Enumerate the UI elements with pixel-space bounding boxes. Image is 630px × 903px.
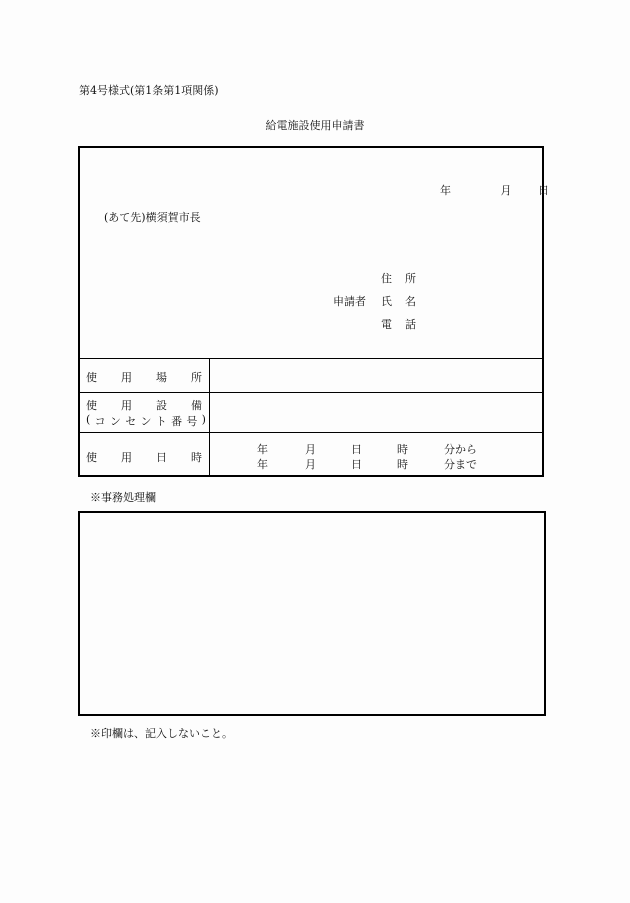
- label-char: 用: [121, 371, 132, 384]
- name-char: 名: [405, 295, 416, 308]
- divider: [78, 392, 544, 393]
- time-hour-label: 時: [397, 443, 408, 456]
- label-char: 所: [191, 371, 202, 384]
- row-label-place: [86, 369, 202, 385]
- label-char: コ: [94, 415, 106, 428]
- label-char: 用: [121, 451, 132, 464]
- place-field[interactable]: [211, 360, 543, 391]
- label-char: (: [86, 413, 91, 426]
- label-char: 使: [86, 451, 97, 464]
- label-char: 使: [86, 399, 97, 412]
- office-use-box: [78, 511, 546, 716]
- note: ※印欄は、記入しないこと。: [90, 727, 233, 740]
- label-char: 号: [186, 415, 198, 428]
- address-char: 所: [405, 272, 416, 285]
- time-to-row: [257, 456, 477, 472]
- date-day-label: 日: [538, 184, 549, 197]
- time-year-label: 年: [257, 443, 268, 456]
- time-hour-label: 時: [397, 458, 408, 471]
- label-char: 設: [156, 399, 167, 412]
- label-char: 時: [191, 451, 202, 464]
- addressee: (あて先)横須賀市長: [104, 211, 201, 224]
- row-label-outlet-number: [86, 413, 206, 429]
- row-label-datetime: [86, 449, 202, 465]
- office-use-label: ※事務処理欄: [90, 491, 156, 504]
- label-char: 備: [191, 399, 202, 412]
- time-month-label: 月: [305, 443, 316, 456]
- applicant-label: 申請者: [333, 295, 366, 308]
- form-number: 第4号様式(第1条第1項関係): [79, 84, 219, 97]
- label-char: ン: [109, 415, 121, 428]
- label-char: 用: [121, 399, 132, 412]
- label-char: ): [201, 413, 206, 426]
- time-day-label: 日: [351, 443, 362, 456]
- label-char: ト: [155, 415, 167, 428]
- applicant-phone-label: [381, 316, 416, 332]
- phone-char: 電: [381, 318, 392, 331]
- applicant-name-label: [381, 293, 416, 309]
- row-label-equipment: [86, 397, 202, 413]
- divider: [78, 358, 544, 359]
- date-line: [440, 182, 549, 198]
- column-divider: [209, 358, 210, 477]
- label-char: 場: [156, 371, 167, 384]
- label-char: セ: [125, 415, 137, 428]
- address-char: 住: [381, 272, 392, 285]
- time-minute-from-label: 分から: [444, 443, 477, 456]
- time-day-label: 日: [351, 458, 362, 471]
- date-year-label: 年: [440, 184, 451, 197]
- time-year-label: 年: [257, 458, 268, 471]
- form-title: 給電施設使用申請書: [265, 119, 365, 132]
- time-minute-to-label: 分まで: [444, 458, 477, 471]
- label-char: 番: [171, 415, 183, 428]
- label-char: ン: [140, 415, 152, 428]
- label-char: 使: [86, 371, 97, 384]
- time-from-row: [257, 441, 477, 457]
- equipment-field[interactable]: [211, 394, 543, 431]
- date-month-label: 月: [500, 184, 512, 197]
- name-char: 氏: [381, 295, 392, 308]
- phone-char: 話: [405, 318, 416, 331]
- divider: [78, 432, 544, 433]
- time-month-label: 月: [305, 458, 316, 471]
- label-char: 日: [156, 451, 167, 464]
- applicant-address-label: [381, 270, 416, 286]
